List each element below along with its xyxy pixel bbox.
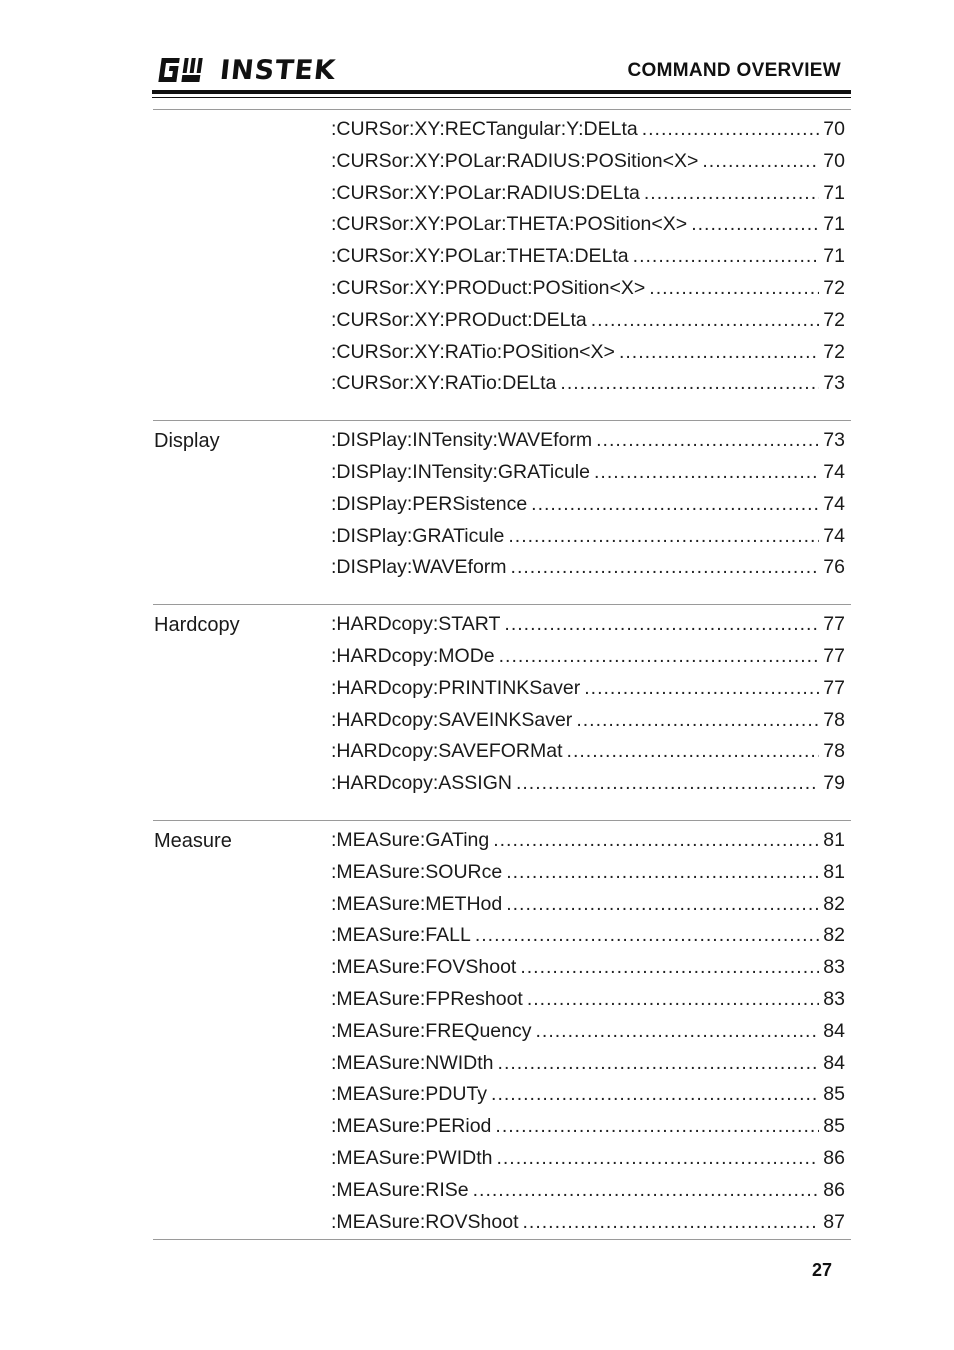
command-name: :MEASure:FPReshoot xyxy=(331,987,523,1010)
command-name: :CURSor:XY:PRODuct:DELta xyxy=(331,308,587,331)
dot-leader xyxy=(567,736,820,768)
toc-entry[interactable] xyxy=(331,425,845,457)
group-label: Display xyxy=(154,430,220,453)
dot-leader xyxy=(535,1016,819,1048)
dot-leader xyxy=(498,1048,820,1080)
dot-leader xyxy=(496,1143,819,1175)
page-ref: 82 xyxy=(823,892,845,915)
group-label: Hardcopy xyxy=(154,614,240,637)
toc-entry[interactable] xyxy=(331,114,845,146)
toc-entry[interactable] xyxy=(331,305,845,337)
toc-entry[interactable] xyxy=(331,146,845,178)
page-ref: 87 xyxy=(823,1210,845,1233)
command-name: :MEASure:SOURce xyxy=(331,860,503,883)
page-ref: 77 xyxy=(823,613,845,636)
command-name: :CURSor:XY:POLar:RADIUS:DELta xyxy=(331,181,640,204)
brand-name: INSTEK xyxy=(218,54,338,86)
toc-entry[interactable] xyxy=(331,337,845,369)
entry-list xyxy=(331,114,845,400)
page-ref: 86 xyxy=(823,1178,845,1201)
page-number: 27 xyxy=(812,1260,833,1280)
dot-leader xyxy=(491,1079,819,1111)
command-name: :MEASure:PDUTy xyxy=(331,1083,488,1106)
toc-entry[interactable] xyxy=(331,1111,845,1143)
dot-leader xyxy=(506,857,819,889)
page-ref: 72 xyxy=(823,308,845,331)
page-ref: 77 xyxy=(823,676,845,699)
toc-entry[interactable] xyxy=(331,241,845,273)
dot-leader xyxy=(596,425,819,457)
dot-leader xyxy=(702,146,819,178)
command-name: :DISPlay:GRATicule xyxy=(331,524,505,547)
dot-leader xyxy=(633,241,820,273)
dot-leader xyxy=(691,209,819,241)
page-ref: 71 xyxy=(823,181,845,204)
page-ref: 73 xyxy=(823,372,845,395)
dot-leader xyxy=(506,889,819,921)
toc-entry[interactable] xyxy=(331,1143,845,1175)
command-name: :MEASure:ROVShoot xyxy=(331,1210,519,1233)
page-ref: 77 xyxy=(823,644,845,667)
command-group xyxy=(153,420,851,604)
dot-leader xyxy=(516,768,819,800)
page-ref: 85 xyxy=(823,1115,845,1138)
command-name: :CURSor:XY:RATio:DELta xyxy=(331,372,557,395)
command-name: :CURSor:XY:RATio:POSition<X> xyxy=(331,340,615,363)
toc-entry[interactable] xyxy=(331,209,845,241)
command-group xyxy=(153,820,851,1240)
gw-logo-icon xyxy=(156,56,216,84)
command-name: :MEASure:GATing xyxy=(331,828,490,851)
toc-entry[interactable] xyxy=(331,825,845,857)
toc-entry[interactable] xyxy=(331,489,845,521)
command-name: :CURSor:XY:RECTangular:Y:DELta xyxy=(331,118,638,140)
toc-entry[interactable] xyxy=(331,368,845,400)
command-name: :HARDcopy:SAVEFORMat xyxy=(331,740,563,763)
dot-leader xyxy=(511,552,820,584)
dot-leader xyxy=(499,641,820,673)
toc-entry[interactable] xyxy=(331,521,845,553)
page-ref: 81 xyxy=(823,828,845,851)
entry-list xyxy=(331,425,845,584)
command-name: :MEASure:RISe xyxy=(331,1178,469,1201)
page-ref: 78 xyxy=(823,708,845,731)
command-name: :HARDcopy:START xyxy=(331,613,501,636)
dot-leader xyxy=(493,825,819,857)
gw-instek-logo xyxy=(156,53,336,87)
command-name: :DISPlay:WAVEform xyxy=(331,556,507,579)
page-ref: 71 xyxy=(823,213,845,236)
toc-entry[interactable] xyxy=(331,273,845,305)
command-name: :CURSor:XY:POLar:THETA:POSition<X> xyxy=(331,213,688,236)
page-ref: 74 xyxy=(823,460,845,483)
command-group xyxy=(153,604,851,820)
command-name: :CURSor:XY:PRODuct:POSition<X> xyxy=(331,276,646,299)
page-ref: 83 xyxy=(823,987,845,1010)
command-name: :HARDcopy:ASSIGN xyxy=(331,772,512,795)
page-ref: 71 xyxy=(823,245,845,268)
page-ref: 72 xyxy=(823,276,845,299)
command-name: :HARDcopy:PRINTINKSaver xyxy=(331,676,581,699)
dot-leader xyxy=(560,368,819,400)
command-group xyxy=(153,109,851,420)
toc-entry[interactable] xyxy=(331,552,845,584)
page-ref: 81 xyxy=(823,860,845,883)
dot-leader xyxy=(594,457,819,489)
page-ref: 83 xyxy=(823,956,845,979)
toc-entry[interactable] xyxy=(331,1175,845,1207)
command-name: :DISPlay:INTensity:WAVEform xyxy=(331,429,593,452)
toc-entry[interactable] xyxy=(331,736,845,768)
command-name: :CURSor:XY:POLar:RADIUS:POSition<X> xyxy=(331,149,699,172)
header-rule-thick xyxy=(152,90,851,94)
page-ref: 84 xyxy=(823,1051,845,1074)
command-name: :MEASure:FOVShoot xyxy=(331,956,517,979)
dot-leader xyxy=(473,1175,820,1207)
header-rule-thin xyxy=(152,97,851,98)
page-ref: 73 xyxy=(823,429,845,452)
page-ref: 74 xyxy=(823,524,845,547)
toc-entry[interactable] xyxy=(331,889,845,921)
command-name: :MEASure:PWIDth xyxy=(331,1146,493,1169)
page-ref: 76 xyxy=(823,556,845,579)
toc-entry[interactable] xyxy=(331,673,845,705)
dot-leader xyxy=(475,920,819,952)
command-name: :MEASure:PERiod xyxy=(331,1115,492,1138)
dot-leader xyxy=(642,114,820,146)
toc-entry[interactable] xyxy=(331,768,845,800)
dot-leader xyxy=(527,984,819,1016)
dot-leader xyxy=(649,273,819,305)
dot-leader xyxy=(584,673,819,705)
toc-entry[interactable] xyxy=(331,178,845,210)
command-name: :MEASure:FALL xyxy=(331,924,471,947)
toc-entry[interactable] xyxy=(331,984,845,1016)
dot-leader xyxy=(504,609,819,641)
toc-entry[interactable] xyxy=(331,641,845,673)
dot-leader xyxy=(495,1111,819,1143)
entry-list xyxy=(331,609,845,800)
command-name: :MEASure:FREQuency xyxy=(331,1019,532,1042)
page-ref: 84 xyxy=(823,1019,845,1042)
command-name: :DISPlay:PERSistence xyxy=(331,492,528,515)
toc-entry[interactable] xyxy=(331,705,845,737)
entry-list xyxy=(331,825,845,1238)
toc-entry[interactable] xyxy=(331,1207,845,1239)
command-name: :CURSor:XY:POLar:THETA:DELta xyxy=(331,245,629,268)
page-title: COMMAND OVERVIEW xyxy=(627,60,841,81)
toc-entry[interactable] xyxy=(331,1016,845,1048)
page-ref: 70 xyxy=(823,118,845,140)
dot-leader xyxy=(508,521,819,553)
command-name: :DISPlay:INTensity:GRATicule xyxy=(331,460,590,483)
page-ref: 70 xyxy=(823,149,845,172)
page-ref: 85 xyxy=(823,1083,845,1106)
page-ref: 74 xyxy=(823,492,845,515)
group-label: Measure xyxy=(154,829,232,852)
page-ref: 79 xyxy=(823,772,845,795)
dot-leader xyxy=(619,337,819,369)
dot-leader xyxy=(644,178,819,210)
toc-entry[interactable] xyxy=(331,609,845,641)
command-name: :HARDcopy:SAVEINKSaver xyxy=(331,708,573,731)
command-name: :HARDcopy:MODe xyxy=(331,644,495,667)
dot-leader xyxy=(576,705,819,737)
command-name: :MEASure:NWIDth xyxy=(331,1051,494,1074)
toc-entry[interactable] xyxy=(331,920,845,952)
toc-entry[interactable] xyxy=(331,457,845,489)
page-ref: 78 xyxy=(823,740,845,763)
toc-entry[interactable] xyxy=(331,952,845,984)
toc-entry[interactable] xyxy=(331,1079,845,1111)
dot-leader xyxy=(531,489,819,521)
page-ref: 82 xyxy=(823,924,845,947)
page-ref: 72 xyxy=(823,340,845,363)
dot-leader xyxy=(591,305,820,337)
page-ref: 86 xyxy=(823,1146,845,1169)
dot-leader xyxy=(523,1207,820,1239)
command-table xyxy=(153,109,851,1240)
toc-entry[interactable] xyxy=(331,1048,845,1080)
command-name: :MEASure:METHod xyxy=(331,892,503,915)
dot-leader xyxy=(520,952,819,984)
toc-entry[interactable] xyxy=(331,857,845,889)
